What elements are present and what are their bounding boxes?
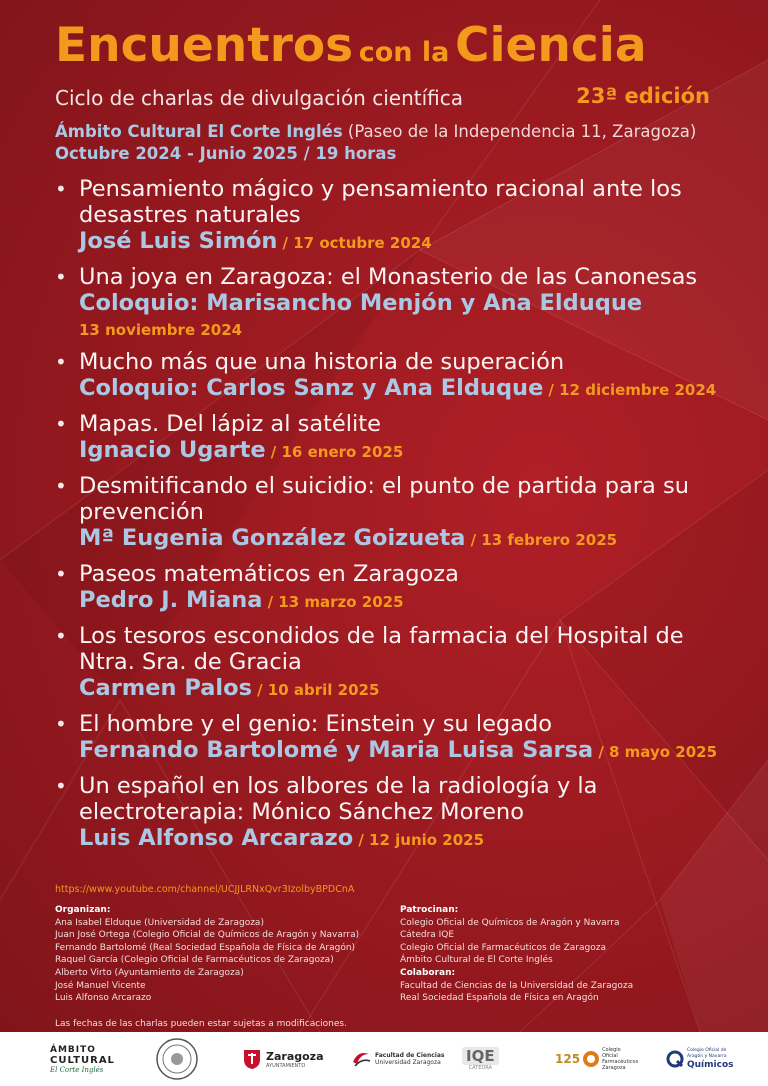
iqe-text: IQE (462, 1047, 499, 1065)
iqe-logo (462, 1038, 499, 1080)
talk-title: Mapas. Del lápiz al satélite (79, 411, 381, 437)
zaragoza-shield-icon (242, 1048, 262, 1070)
organizer-item: Raquel García (Colegio Oficial de Farmacéuticos de Zaragoza) (55, 955, 334, 966)
cof-line3: Farmacéuticos (602, 1059, 639, 1065)
zaragoza-sub: AYUNTAMIENTO (266, 1062, 306, 1069)
talks-list (55, 176, 725, 861)
ambito-line3: El Corte Inglés (50, 1065, 104, 1074)
talk-item (55, 473, 725, 554)
venue (55, 122, 696, 141)
organizers-block (55, 904, 359, 1005)
bullet-icon: • (55, 350, 67, 374)
organizer-item: Alberto Virto (Ayuntamiento de Zaragoza) (55, 967, 244, 978)
bullet-icon: • (55, 774, 67, 798)
bullet-icon: • (55, 624, 67, 648)
talk-date: / 12 diciembre 2024 (548, 381, 717, 399)
ciencias-line2: Universidad Zaragoza (375, 1059, 441, 1066)
talk-speaker: Coloquio: Marisancho Menjón y Ana Elduque (79, 290, 643, 316)
ambito-cultural-logo (50, 1038, 115, 1080)
talk-date: / 12 junio 2025 (358, 831, 485, 849)
talk-title: Paseos matemáticos en Zaragoza (79, 561, 459, 587)
real-sociedad-seal (155, 1038, 199, 1080)
talk-date: 13 noviembre 2024 (79, 321, 243, 339)
ciencias-swirl-icon (350, 1048, 372, 1070)
talk-item (55, 349, 725, 404)
talk-title: El hombre y el genio: Einstein y su legado (79, 711, 553, 737)
organizer-item: Ana Isabel Elduque (Universidad de Zaragoza) (55, 917, 264, 928)
venue-address: (Paseo de la Independencia 11, Zaragoza) (342, 122, 697, 141)
edition: 23ª edición (576, 84, 710, 108)
talk-item (55, 264, 725, 342)
talk-item (55, 773, 725, 854)
bullet-icon: • (55, 474, 67, 498)
organizer-item: Luis Alfonso Arcarazo (55, 993, 152, 1004)
talk-speaker: Luis Alfonso Arcarazo (79, 825, 354, 851)
talk-item (55, 711, 725, 766)
colegio-quimicos-logo (666, 1038, 733, 1080)
talk-title: Los tesoros escondidos de la farmacia del Hospital de Ntra. Sra. de Gracia (79, 623, 684, 675)
talk-speaker: Pedro J. Miana (79, 587, 263, 613)
collaborators-heading: Colaboran: (400, 967, 456, 978)
talk-title: Una joya en Zaragoza: el Monasterio de las Canonesas (79, 264, 698, 290)
bullet-icon: • (55, 265, 67, 289)
title-part-3: Ciencia (454, 18, 647, 73)
ciencias-line1: Facultad de Ciencias (375, 1052, 445, 1059)
organizer-item: Juan José Ortega (Colegio Oficial de Químicos de Aragón y Navarra) (55, 930, 360, 941)
talk-speaker: Carmen Palos (79, 675, 252, 701)
bullet-icon: • (55, 712, 67, 736)
title-part-1: Encuentros (55, 18, 354, 73)
title-part-2: con la (358, 37, 450, 68)
poster-title (55, 18, 647, 73)
talk-date: / 13 marzo 2025 (267, 593, 404, 611)
quimicos-q-icon (666, 1050, 684, 1068)
talk-title: Desmitificando el suicidio: el punto de partida para su prevención (79, 473, 689, 525)
talk-speaker: Ignacio Ugarte (79, 437, 266, 463)
sponsor-item: Ámbito Cultural de El Corte Inglés (400, 955, 553, 966)
sponsor-item: Colegio Oficial de Farmacéuticos de Zaragoza (400, 942, 606, 953)
talk-item (55, 176, 725, 257)
cycle-dates: Octubre 2024 - Junio 2025 / 19 horas (55, 144, 397, 163)
talk-speaker: Mª Eugenia González Goizueta (79, 525, 466, 551)
cof-line2: Oficial (602, 1053, 618, 1059)
talk-item (55, 623, 725, 704)
iqe-sub: CÁTEDRA (468, 1065, 492, 1071)
facultad-ciencias-logo (350, 1038, 444, 1080)
cof-line1: Colegio (602, 1047, 621, 1053)
talk-date: / 13 febrero 2025 (470, 531, 618, 549)
sponsors-heading: Patrocinan: (400, 905, 459, 915)
talk-item (55, 411, 725, 466)
talk-item (55, 561, 725, 616)
zaragoza-text: Zaragoza (266, 1049, 324, 1063)
ambito-line2: CULTURAL (50, 1054, 115, 1066)
venue-name: Ámbito Cultural El Corte Inglés (55, 122, 343, 141)
talk-title: Pensamiento mágico y pensamiento racional ante los desastres naturales (79, 176, 682, 228)
bullet-icon: • (55, 177, 67, 201)
talk-speaker: José Luis Simón (79, 228, 278, 254)
talk-title: Mucho más que una historia de superación (79, 349, 565, 375)
cof-years: 125 (555, 1052, 581, 1066)
bullet-icon: • (55, 562, 67, 586)
organizer-item: Fernando Bartolomé (Real Sociedad Española de Física de Aragón) (55, 942, 356, 953)
colegio-farmaceuticos-logo (555, 1038, 638, 1080)
talk-date: / 8 mayo 2025 (598, 743, 718, 761)
quimicos-line2: Aragón y Navarra (687, 1054, 727, 1059)
youtube-link[interactable]: https://www.youtube.com/channel/UCJJLRNxQvr3IzolbyBPDCnA (55, 884, 355, 895)
ambito-line1: ÁMBITO (50, 1044, 96, 1055)
cof-line4: Zaragoza (602, 1065, 626, 1071)
talk-speaker: Coloquio: Carlos Sanz y Ana Elduque (79, 375, 544, 401)
disclaimer: Las fechas de las charlas pueden estar sujetas a modificaciones. (55, 1019, 347, 1029)
organizer-item: José Manuel Vicente (55, 980, 146, 991)
sponsors-block (400, 904, 633, 1005)
talk-speaker: Fernando Bartolomé y Maria Luisa Sarsa (79, 737, 594, 763)
quimicos-line1: Colegio Oficial de (687, 1048, 727, 1053)
zaragoza-logo (242, 1038, 324, 1080)
organizers-heading: Organizan: (55, 905, 111, 915)
talk-date: / 16 enero 2025 (270, 443, 404, 461)
sponsor-item: Colegio Oficial de Químicos de Aragón y Navarra (400, 917, 620, 928)
talk-date: / 10 abril 2025 (257, 681, 380, 699)
logos-bar (0, 1032, 768, 1086)
bullet-icon: • (55, 412, 67, 436)
collaborator-item: Real Sociedad Española de Física en Aragón (400, 993, 599, 1004)
talk-title: Un español en los albores de la radiología y la electroterapia: Mónico Sánchez Moreno (79, 773, 598, 825)
cof-emblem-icon (582, 1050, 600, 1068)
quimicos-line3: Químicos (687, 1060, 734, 1070)
collaborator-item: Facultad de Ciencias de la Universidad de Zaragoza (400, 980, 634, 991)
sponsor-item: Cátedra IQE (400, 930, 455, 941)
talk-date: / 17 octubre 2024 (282, 234, 432, 252)
subtitle: Ciclo de charlas de divulgación científica (55, 86, 463, 110)
